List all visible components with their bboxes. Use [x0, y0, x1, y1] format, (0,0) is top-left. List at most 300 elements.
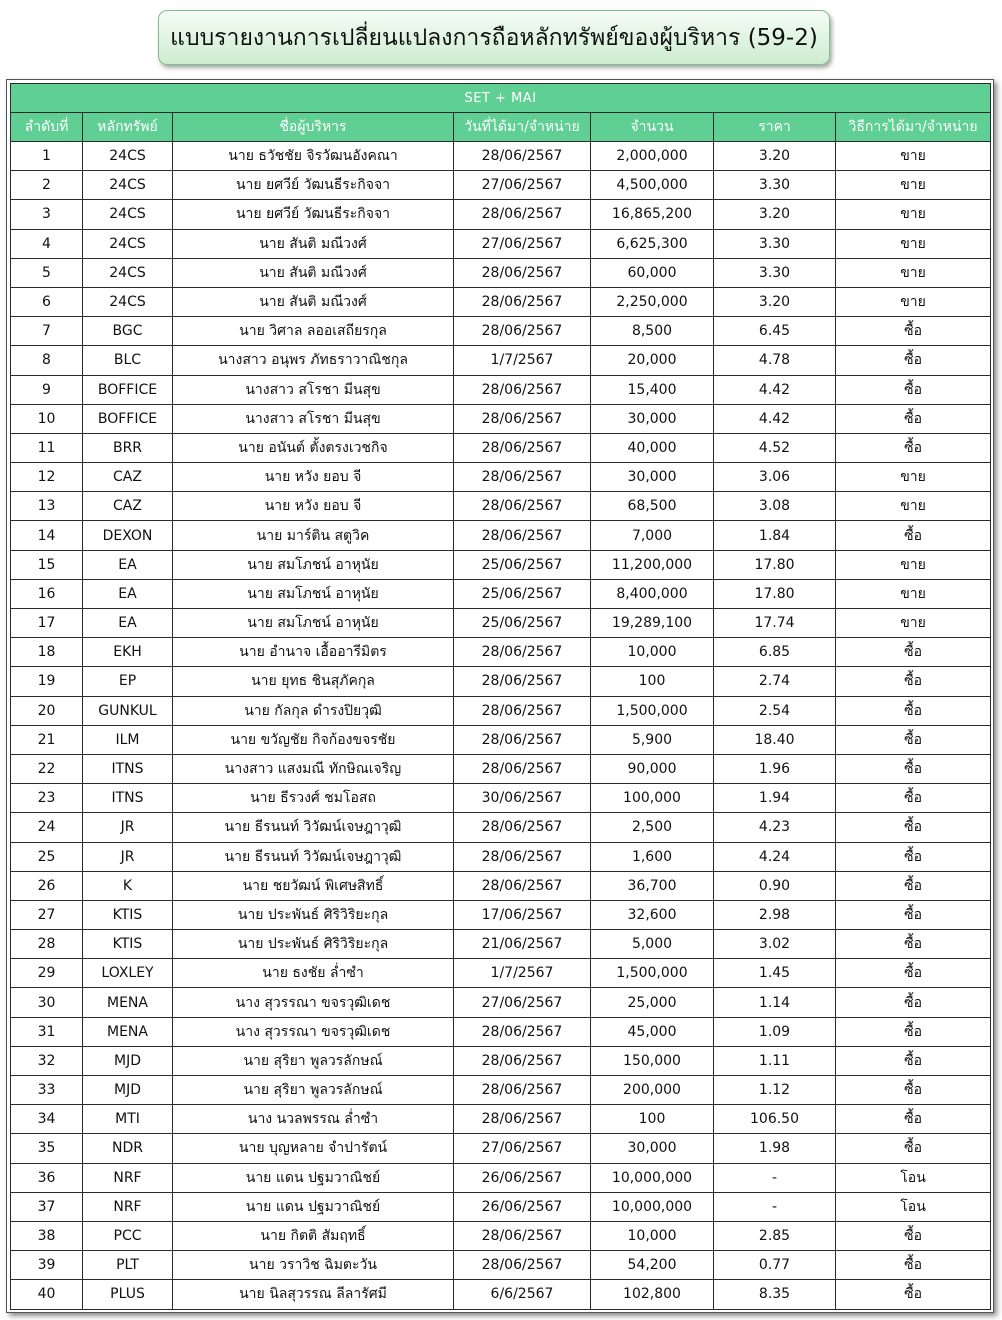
cell-date: 28/06/2567: [454, 142, 591, 171]
table-row: [11, 229, 991, 258]
table-row: [11, 900, 991, 929]
cell-name: นาย สุริยา พูลวรลักษณ์: [173, 1046, 454, 1075]
cell-date: 27/06/2567: [454, 1134, 591, 1163]
cell-no: 25: [11, 842, 83, 871]
cell-name: นาย ธีรวงศ์ ชมโอสถ: [173, 784, 454, 813]
cell-amount: 16,865,200: [591, 200, 714, 229]
cell-amount: 1,500,000: [591, 696, 714, 725]
cell-amount: 30,000: [591, 463, 714, 492]
cell-symbol: NRF: [83, 1192, 173, 1221]
market-label: SET + MAI: [11, 84, 991, 113]
cell-name: นาย มาร์ติน สตูวิค: [173, 521, 454, 550]
cell-amount: 2,500: [591, 813, 714, 842]
cell-name: นาย สมโภชน์ อาหุนัย: [173, 550, 454, 579]
cell-amount: 45,000: [591, 1017, 714, 1046]
cell-symbol: ILM: [83, 725, 173, 754]
table-row: [11, 930, 991, 959]
cell-method: ขาย: [836, 142, 991, 171]
cell-method: ซื้อ: [836, 988, 991, 1017]
cell-method: ขาย: [836, 463, 991, 492]
table-row: [11, 375, 991, 404]
cell-amount: 8,400,000: [591, 579, 714, 608]
cell-date: 25/06/2567: [454, 579, 591, 608]
cell-price: 4.24: [714, 842, 836, 871]
cell-name: นาย กัลกุล ดำรงปิยวุฒิ: [173, 696, 454, 725]
column-header-amount: จำนวน: [591, 113, 714, 142]
table-row: [11, 579, 991, 608]
cell-symbol: MENA: [83, 988, 173, 1017]
cell-date: 1/7/2567: [454, 346, 591, 375]
cell-no: 14: [11, 521, 83, 550]
cell-date: 28/06/2567: [454, 813, 591, 842]
cell-date: 30/06/2567: [454, 784, 591, 813]
cell-price: 4.78: [714, 346, 836, 375]
cell-amount: 7,000: [591, 521, 714, 550]
table-row: [11, 404, 991, 433]
cell-method: ขาย: [836, 579, 991, 608]
table-row: [11, 1251, 991, 1280]
cell-price: 106.50: [714, 1105, 836, 1134]
cell-method: ซื้อ: [836, 1076, 991, 1105]
cell-no: 32: [11, 1046, 83, 1075]
cell-method: ซื้อ: [836, 667, 991, 696]
cell-price: 0.90: [714, 871, 836, 900]
cell-symbol: EA: [83, 579, 173, 608]
cell-symbol: PCC: [83, 1221, 173, 1250]
table-body: [11, 142, 991, 1310]
table-row: [11, 317, 991, 346]
cell-symbol: EKH: [83, 638, 173, 667]
cell-date: 28/06/2567: [454, 1076, 591, 1105]
cell-amount: 68,500: [591, 492, 714, 521]
table-row: [11, 1134, 991, 1163]
cell-date: 28/06/2567: [454, 375, 591, 404]
cell-amount: 8,500: [591, 317, 714, 346]
cell-name: นาย อนันต์ ตั้งตรงเวชกิจ: [173, 433, 454, 462]
table-row: [11, 171, 991, 200]
cell-price: 3.08: [714, 492, 836, 521]
cell-price: 3.30: [714, 258, 836, 287]
cell-price: -: [714, 1192, 836, 1221]
cell-name: นาย สมโภชน์ อาหุนัย: [173, 579, 454, 608]
cell-date: 21/06/2567: [454, 930, 591, 959]
cell-no: 28: [11, 930, 83, 959]
table-row: [11, 433, 991, 462]
cell-amount: 5,900: [591, 725, 714, 754]
cell-amount: 15,400: [591, 375, 714, 404]
cell-no: 7: [11, 317, 83, 346]
cell-symbol: KTIS: [83, 900, 173, 929]
table-row: [11, 638, 991, 667]
table-row: [11, 696, 991, 725]
cell-date: 28/06/2567: [454, 1221, 591, 1250]
cell-method: ซื้อ: [836, 784, 991, 813]
cell-no: 38: [11, 1221, 83, 1250]
cell-name: นาย หวัง ยอบ จี: [173, 463, 454, 492]
table-row: [11, 1076, 991, 1105]
column-header-name: ชื่อผู้บริหาร: [173, 113, 454, 142]
table-row: [11, 1017, 991, 1046]
cell-method: ซื้อ: [836, 346, 991, 375]
cell-price: 18.40: [714, 725, 836, 754]
cell-date: 28/06/2567: [454, 1046, 591, 1075]
cell-price: 1.98: [714, 1134, 836, 1163]
table-row: [11, 521, 991, 550]
cell-method: ซื้อ: [836, 521, 991, 550]
cell-date: 25/06/2567: [454, 609, 591, 638]
cell-symbol: BOFFICE: [83, 375, 173, 404]
cell-date: 27/06/2567: [454, 988, 591, 1017]
table-row: [11, 871, 991, 900]
cell-name: นาย ธีรนนท์ วิวัฒน์เจษฎาวุฒิ: [173, 842, 454, 871]
cell-amount: 32,600: [591, 900, 714, 929]
cell-no: 29: [11, 959, 83, 988]
cell-date: 28/06/2567: [454, 696, 591, 725]
cell-method: ซื้อ: [836, 1105, 991, 1134]
column-header-method: วิธีการได้มา/จำหน่าย: [836, 113, 991, 142]
cell-no: 12: [11, 463, 83, 492]
cell-no: 24: [11, 813, 83, 842]
cell-symbol: 24CS: [83, 142, 173, 171]
cell-no: 31: [11, 1017, 83, 1046]
cell-amount: 10,000: [591, 1221, 714, 1250]
cell-price: 1.84: [714, 521, 836, 550]
cell-method: โอน: [836, 1163, 991, 1192]
cell-name: นาย ยศวีย์ วัฒนธีระกิจจา: [173, 200, 454, 229]
cell-symbol: LOXLEY: [83, 959, 173, 988]
cell-price: 17.74: [714, 609, 836, 638]
cell-method: ซื้อ: [836, 375, 991, 404]
cell-name: นาง สุวรรณา ขจรวุฒิเดช: [173, 988, 454, 1017]
cell-amount: 20,000: [591, 346, 714, 375]
cell-amount: 6,625,300: [591, 229, 714, 258]
cell-method: ซื้อ: [836, 1134, 991, 1163]
cell-method: ขาย: [836, 200, 991, 229]
cell-price: 6.85: [714, 638, 836, 667]
cell-symbol: CAZ: [83, 492, 173, 521]
cell-symbol: BOFFICE: [83, 404, 173, 433]
cell-symbol: DEXON: [83, 521, 173, 550]
cell-price: 3.20: [714, 142, 836, 171]
cell-no: 22: [11, 754, 83, 783]
cell-date: 28/06/2567: [454, 725, 591, 754]
cell-method: ขาย: [836, 492, 991, 521]
cell-price: 2.85: [714, 1221, 836, 1250]
cell-method: ซื้อ: [836, 1221, 991, 1250]
column-header-price: ราคา: [714, 113, 836, 142]
cell-symbol: BRR: [83, 433, 173, 462]
table-row: [11, 1046, 991, 1075]
cell-price: 1.09: [714, 1017, 836, 1046]
table-row: [11, 1192, 991, 1221]
table-row: [11, 550, 991, 579]
cell-symbol: PLUS: [83, 1280, 173, 1309]
cell-method: ขาย: [836, 229, 991, 258]
cell-price: 4.23: [714, 813, 836, 842]
cell-name: นาย สันติ มณีวงศ์: [173, 258, 454, 287]
cell-name: นาย วราวิช ฉิมตะวัน: [173, 1251, 454, 1280]
cell-amount: 19,289,100: [591, 609, 714, 638]
cell-price: -: [714, 1163, 836, 1192]
cell-name: นาย สันติ มณีวงศ์: [173, 229, 454, 258]
cell-date: 28/06/2567: [454, 463, 591, 492]
cell-symbol: 24CS: [83, 200, 173, 229]
cell-price: 1.96: [714, 754, 836, 783]
cell-amount: 100,000: [591, 784, 714, 813]
cell-method: ซื้อ: [836, 842, 991, 871]
cell-no: 30: [11, 988, 83, 1017]
cell-name: นาย แดน ปฐมวาณิชย์: [173, 1192, 454, 1221]
cell-no: 34: [11, 1105, 83, 1134]
cell-symbol: ITNS: [83, 754, 173, 783]
cell-name: นางสาว สโรชา มีนสุข: [173, 375, 454, 404]
cell-date: 28/06/2567: [454, 638, 591, 667]
table-row: [11, 200, 991, 229]
cell-method: ซื้อ: [836, 900, 991, 929]
cell-symbol: MJD: [83, 1076, 173, 1105]
cell-symbol: K: [83, 871, 173, 900]
cell-no: 9: [11, 375, 83, 404]
cell-date: 28/06/2567: [454, 1017, 591, 1046]
cell-method: ซื้อ: [836, 1251, 991, 1280]
cell-price: 3.30: [714, 229, 836, 258]
cell-no: 8: [11, 346, 83, 375]
cell-date: 27/06/2567: [454, 171, 591, 200]
cell-name: นาย ชยวัฒน์ พิเศษสิทธิ์: [173, 871, 454, 900]
cell-symbol: 24CS: [83, 171, 173, 200]
cell-no: 27: [11, 900, 83, 929]
cell-date: 28/06/2567: [454, 317, 591, 346]
cell-symbol: EP: [83, 667, 173, 696]
cell-amount: 150,000: [591, 1046, 714, 1075]
cell-no: 35: [11, 1134, 83, 1163]
cell-no: 21: [11, 725, 83, 754]
cell-symbol: 24CS: [83, 287, 173, 316]
table-row: [11, 1163, 991, 1192]
cell-method: ซื้อ: [836, 813, 991, 842]
cell-price: 3.02: [714, 930, 836, 959]
table-row: [11, 1221, 991, 1250]
cell-no: 37: [11, 1192, 83, 1221]
cell-price: 1.14: [714, 988, 836, 1017]
cell-price: 4.52: [714, 433, 836, 462]
report-title: แบบรายงานการเปลี่ยนแปลงการถือหลักทรัพย์ของผู้บริหาร (59-2): [170, 24, 818, 51]
table-row: [11, 754, 991, 783]
table-row: [11, 346, 991, 375]
cell-method: ขาย: [836, 171, 991, 200]
cell-date: 17/06/2567: [454, 900, 591, 929]
cell-name: นาย ธวัชชัย จิรวัฒนอังคณา: [173, 142, 454, 171]
table-row: [11, 667, 991, 696]
cell-no: 5: [11, 258, 83, 287]
cell-price: 6.45: [714, 317, 836, 346]
cell-method: ซื้อ: [836, 930, 991, 959]
cell-amount: 1,500,000: [591, 959, 714, 988]
cell-amount: 10,000,000: [591, 1163, 714, 1192]
cell-amount: 60,000: [591, 258, 714, 287]
cell-amount: 2,250,000: [591, 287, 714, 316]
cell-price: 2.98: [714, 900, 836, 929]
cell-method: ซื้อ: [836, 754, 991, 783]
cell-amount: 90,000: [591, 754, 714, 783]
table-row: [11, 959, 991, 988]
cell-symbol: NDR: [83, 1134, 173, 1163]
cell-symbol: KTIS: [83, 930, 173, 959]
cell-method: ขาย: [836, 258, 991, 287]
table-row: [11, 463, 991, 492]
cell-method: ซื้อ: [836, 433, 991, 462]
cell-name: นาย ธีรนนท์ วิวัฒน์เจษฎาวุฒิ: [173, 813, 454, 842]
cell-no: 26: [11, 871, 83, 900]
cell-no: 3: [11, 200, 83, 229]
cell-name: นาย กิตติ สัมฤทธิ์: [173, 1221, 454, 1250]
cell-name: นางสาว แสงมณี ทักษิณเจริญ: [173, 754, 454, 783]
cell-no: 36: [11, 1163, 83, 1192]
cell-symbol: MTI: [83, 1105, 173, 1134]
column-header-symbol: หลักทรัพย์: [83, 113, 173, 142]
cell-amount: 54,200: [591, 1251, 714, 1280]
cell-price: 1.45: [714, 959, 836, 988]
cell-amount: 5,000: [591, 930, 714, 959]
cell-price: 17.80: [714, 579, 836, 608]
cell-symbol: GUNKUL: [83, 696, 173, 725]
cell-price: 4.42: [714, 404, 836, 433]
cell-date: 28/06/2567: [454, 287, 591, 316]
cell-symbol: PLT: [83, 1251, 173, 1280]
table-row: [11, 842, 991, 871]
cell-date: 27/06/2567: [454, 229, 591, 258]
cell-no: 20: [11, 696, 83, 725]
cell-symbol: NRF: [83, 1163, 173, 1192]
cell-name: นาย สุริยา พูลวรลักษณ์: [173, 1076, 454, 1105]
cell-price: 3.30: [714, 171, 836, 200]
cell-name: นาง สุวรรณา ขจรวุฒิเดช: [173, 1017, 454, 1046]
cell-method: ซื้อ: [836, 871, 991, 900]
cell-symbol: JR: [83, 842, 173, 871]
cell-name: นาย ยุทธ ชินสุภัคกุล: [173, 667, 454, 696]
cell-no: 19: [11, 667, 83, 696]
cell-date: 28/06/2567: [454, 404, 591, 433]
cell-amount: 2,000,000: [591, 142, 714, 171]
cell-date: 28/06/2567: [454, 871, 591, 900]
cell-symbol: 24CS: [83, 258, 173, 287]
cell-no: 39: [11, 1251, 83, 1280]
cell-name: นางสาว อนุพร ภัทธราวาณิชกุล: [173, 346, 454, 375]
cell-price: 1.12: [714, 1076, 836, 1105]
cell-price: 2.74: [714, 667, 836, 696]
cell-amount: 10,000,000: [591, 1192, 714, 1221]
column-header-no: ลำดับที่: [11, 113, 83, 142]
cell-name: นาง นวลพรรณ ล่ำซำ: [173, 1105, 454, 1134]
cell-no: 15: [11, 550, 83, 579]
cell-method: ซื้อ: [836, 317, 991, 346]
cell-amount: 30,000: [591, 1134, 714, 1163]
table-row: [11, 1105, 991, 1134]
cell-price: 17.80: [714, 550, 836, 579]
cell-amount: 10,000: [591, 638, 714, 667]
cell-date: 28/06/2567: [454, 754, 591, 783]
cell-amount: 200,000: [591, 1076, 714, 1105]
cell-amount: 100: [591, 1105, 714, 1134]
cell-amount: 1,600: [591, 842, 714, 871]
cell-name: นาย หวัง ยอบ จี: [173, 492, 454, 521]
cell-price: 4.42: [714, 375, 836, 404]
cell-date: 28/06/2567: [454, 433, 591, 462]
cell-date: 28/06/2567: [454, 258, 591, 287]
cell-symbol: BGC: [83, 317, 173, 346]
cell-no: 11: [11, 433, 83, 462]
cell-method: ซื้อ: [836, 404, 991, 433]
cell-symbol: CAZ: [83, 463, 173, 492]
cell-name: นาย วิศาล ลออเสถียรกุล: [173, 317, 454, 346]
cell-price: 3.06: [714, 463, 836, 492]
cell-date: 28/06/2567: [454, 1251, 591, 1280]
cell-no: 17: [11, 609, 83, 638]
cell-no: 1: [11, 142, 83, 171]
executive-trades-table: [10, 83, 991, 1310]
table-row: [11, 988, 991, 1017]
cell-amount: 30,000: [591, 404, 714, 433]
cell-name: นาย นิลสุวรรณ ลีลารัศมี: [173, 1280, 454, 1309]
cell-price: 3.20: [714, 287, 836, 316]
cell-no: 4: [11, 229, 83, 258]
report-title-box: [158, 10, 830, 65]
cell-method: ซื้อ: [836, 1046, 991, 1075]
cell-price: 3.20: [714, 200, 836, 229]
cell-method: ซื้อ: [836, 696, 991, 725]
cell-symbol: BLC: [83, 346, 173, 375]
column-header-date: วันที่ได้มา/จำหน่าย: [454, 113, 591, 142]
table-row: [11, 287, 991, 316]
cell-price: 8.35: [714, 1280, 836, 1309]
cell-price: 0.77: [714, 1251, 836, 1280]
cell-amount: 25,000: [591, 988, 714, 1017]
cell-date: 28/06/2567: [454, 1105, 591, 1134]
cell-name: นาย ธงชัย ล่ำซำ: [173, 959, 454, 988]
cell-method: ขาย: [836, 609, 991, 638]
cell-amount: 36,700: [591, 871, 714, 900]
cell-name: นาย สมโภชน์ อาหุนัย: [173, 609, 454, 638]
cell-method: ซื้อ: [836, 638, 991, 667]
cell-name: นาย ประพันธ์ ศิริวิริยะกุล: [173, 930, 454, 959]
table-row: [11, 725, 991, 754]
cell-symbol: EA: [83, 550, 173, 579]
table-row: [11, 142, 991, 171]
cell-symbol: 24CS: [83, 229, 173, 258]
report-table-container: [6, 79, 994, 1313]
cell-no: 40: [11, 1280, 83, 1309]
cell-price: 2.54: [714, 696, 836, 725]
cell-amount: 40,000: [591, 433, 714, 462]
cell-method: ขาย: [836, 550, 991, 579]
cell-date: 28/06/2567: [454, 200, 591, 229]
cell-method: ขาย: [836, 287, 991, 316]
cell-amount: 11,200,000: [591, 550, 714, 579]
cell-date: 28/06/2567: [454, 492, 591, 521]
cell-no: 10: [11, 404, 83, 433]
cell-name: นาย สันติ มณีวงศ์: [173, 287, 454, 316]
table-row: [11, 813, 991, 842]
cell-date: 28/06/2567: [454, 842, 591, 871]
cell-symbol: MJD: [83, 1046, 173, 1075]
cell-date: 28/06/2567: [454, 667, 591, 696]
cell-name: นาย ประพันธ์ ศิริวิริยะกุล: [173, 900, 454, 929]
cell-method: ซื้อ: [836, 1280, 991, 1309]
cell-symbol: JR: [83, 813, 173, 842]
table-row: [11, 609, 991, 638]
cell-name: นางสาว สโรชา มีนสุข: [173, 404, 454, 433]
cell-method: ซื้อ: [836, 725, 991, 754]
